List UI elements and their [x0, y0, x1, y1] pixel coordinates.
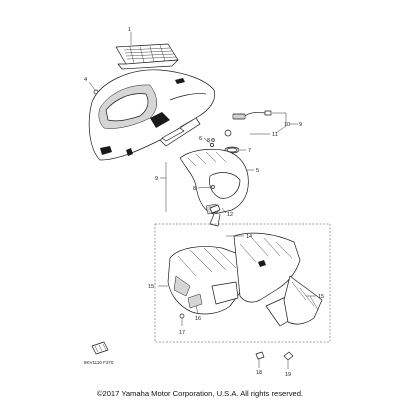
part-12-grommet-top	[225, 130, 231, 136]
part-15-side-panel	[168, 246, 248, 314]
callout-10: 10	[284, 122, 291, 128]
callout-5: 5	[256, 168, 260, 174]
copyright-notice: ©2017 Yamaha Motor Corporation, U.S.A. All rights reserved.	[96, 389, 304, 398]
part-hood	[89, 70, 215, 160]
callout-1: 1	[128, 27, 132, 33]
callout-4: 4	[84, 77, 88, 83]
diagram-code: 8KV1110 F370	[84, 360, 114, 365]
part-17-rivet	[180, 314, 184, 318]
callout-15-left: 15	[148, 284, 155, 290]
part-10-11-harness	[233, 111, 286, 133]
part-8-clip-top	[212, 139, 215, 142]
part-1-grille	[116, 44, 178, 69]
callout-19: 19	[285, 372, 292, 378]
leader-4	[89, 82, 95, 90]
callout-8: 8	[193, 186, 197, 192]
part-18-bolt	[256, 352, 264, 359]
callout-8-top: 8	[207, 138, 211, 144]
callout-18: 18	[256, 370, 263, 376]
part-8-screw	[212, 186, 215, 189]
callout-12: 12	[227, 212, 234, 218]
callout-14: 14	[246, 234, 253, 240]
callout-17: 17	[179, 330, 186, 336]
part-15-right-panel	[284, 276, 325, 324]
callout-15-right: 15	[318, 294, 325, 300]
callout-16: 16	[195, 316, 202, 322]
callout-6: 6	[199, 136, 203, 142]
callout-9: 9	[155, 176, 159, 182]
part-19-nut	[284, 352, 293, 360]
callout-7: 7	[248, 148, 252, 154]
callout-9-top: 9	[299, 122, 303, 128]
callout-11: 11	[272, 132, 278, 138]
diagram-mini-icon	[92, 342, 108, 354]
